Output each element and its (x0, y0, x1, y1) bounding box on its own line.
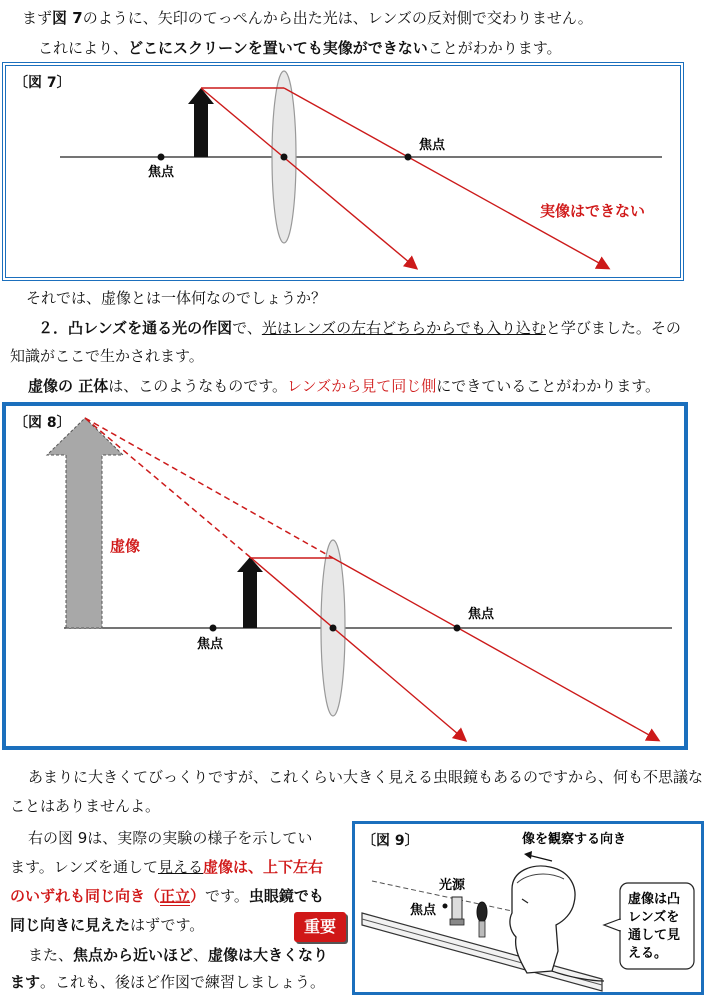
text-fragment: これにより、 (38, 39, 129, 57)
red-text: レンズから見て同じ側 (287, 377, 437, 395)
text-fragment: です。 (205, 887, 249, 905)
virtual-image-arrow (47, 418, 123, 628)
figure-ref: 図 7 (52, 9, 83, 27)
bubble-line-3: 通して見 (628, 928, 681, 943)
light-source (452, 897, 462, 921)
text-fragment: ことがわかります。 (427, 39, 562, 57)
underlined-text: 光はレンズの左右どちらからでも入り込む (261, 319, 546, 337)
figure-9-illustration (352, 821, 704, 995)
after-line-4 (10, 857, 323, 877)
bubble-line-4: える。 (628, 946, 668, 961)
speech-bubble-tail (604, 919, 620, 931)
figure-8-label: 〔図 8〕 (14, 415, 71, 431)
text-fragment: と学びました。その (545, 319, 681, 337)
after-line-3: 右の図 9は、実際の実験の様子を示してい (28, 829, 313, 847)
text-fragment: 。これも、後ほど作図で練習しましょう。 (40, 973, 326, 991)
emphasis-text: 虚像は大きくなり (208, 946, 329, 964)
after-line-6 (10, 915, 204, 935)
emphasis-text: 虚像の 正体 (28, 377, 109, 395)
ray-refracted (333, 558, 658, 740)
focus-point (443, 904, 448, 909)
emphasis-text: 虫眼鏡でも (248, 887, 324, 905)
text-fragment: で、 (232, 319, 262, 337)
focus-label-left: 焦点 (197, 637, 224, 652)
text-fragment: のように、矢印のてっぺんから出た光は、レンズの反対側で交わりません。 (82, 9, 593, 27)
virtual-image-label: 虚像 (110, 537, 141, 555)
object-arrow-shaft (243, 572, 257, 628)
after-line-5 (10, 886, 324, 906)
direction-arrow-icon (528, 855, 552, 861)
observation-direction-label: 像を観察する向き (522, 832, 627, 847)
text-fragment: ます。レンズを通して (10, 858, 158, 876)
focus-point-left (210, 625, 217, 632)
red-emphasis: のいずれも同じ向き（ (10, 887, 161, 905)
light-source-stand (450, 919, 464, 925)
focus-label-right: 焦点 (419, 138, 446, 153)
emphasis-text: 同じ向きに見えた (10, 916, 131, 934)
red-emphasis: ） (190, 887, 206, 905)
mid-line-1: それでは、虚像とは一体何なのでしょうか？ (26, 289, 327, 307)
bubble-line-2: レンズを (628, 910, 680, 925)
emphasis-text: 焦点から近いほど (73, 946, 194, 964)
no-real-image-note: 実像はできない (540, 202, 646, 220)
important-stamp: 重要 (294, 912, 346, 942)
ray-center (250, 557, 465, 740)
red-underlined: 正立 (160, 887, 191, 905)
convex-lens (477, 902, 487, 922)
lens-stand (479, 921, 485, 937)
lens-center-point (330, 625, 337, 632)
observer-head (510, 866, 575, 973)
focus-label: 焦点 (410, 903, 437, 918)
text-fragment: また、 (28, 946, 74, 964)
after-line-8 (10, 972, 325, 992)
after-line-1: あまりに大きくてびっくりですが、これくらい大きく見える虫眼鏡もあるのですから、何も不思議な (28, 768, 704, 786)
text-fragment: にできていることがわかります。 (436, 377, 661, 395)
mid-line-3: 知識がここで生かされます。 (10, 347, 204, 365)
bubble-line-1: 虚像は凸 (628, 892, 681, 907)
text-fragment: は、このようなものです。 (108, 377, 288, 395)
figure-9-label: 〔図 9〕 (362, 833, 419, 849)
text-fragment: はずです。 (130, 916, 205, 934)
focus-label-left: 焦点 (148, 165, 175, 180)
underlined-text: 見える (157, 858, 203, 876)
red-emphasis: 虚像は、上下左右 (203, 858, 324, 876)
focus-point-right (454, 625, 461, 632)
direction-arrowhead-icon (524, 851, 532, 859)
text-fragment: まず (22, 9, 53, 27)
emphasis-text: ます (10, 973, 41, 991)
after-line-7 (28, 945, 328, 965)
text-fragment: 、 (193, 946, 209, 964)
emphasis-text: どこにスクリーンを置いても実像ができない (128, 39, 428, 57)
after-line-2: ことはありませんよ。 (10, 797, 161, 815)
light-source-label: 光源 (439, 878, 466, 893)
figure-7-label: 〔図 7〕 (14, 75, 71, 91)
section-ref: ２．凸レンズを通る光の作図 (38, 319, 233, 337)
focus-label-right: 焦点 (468, 607, 495, 622)
